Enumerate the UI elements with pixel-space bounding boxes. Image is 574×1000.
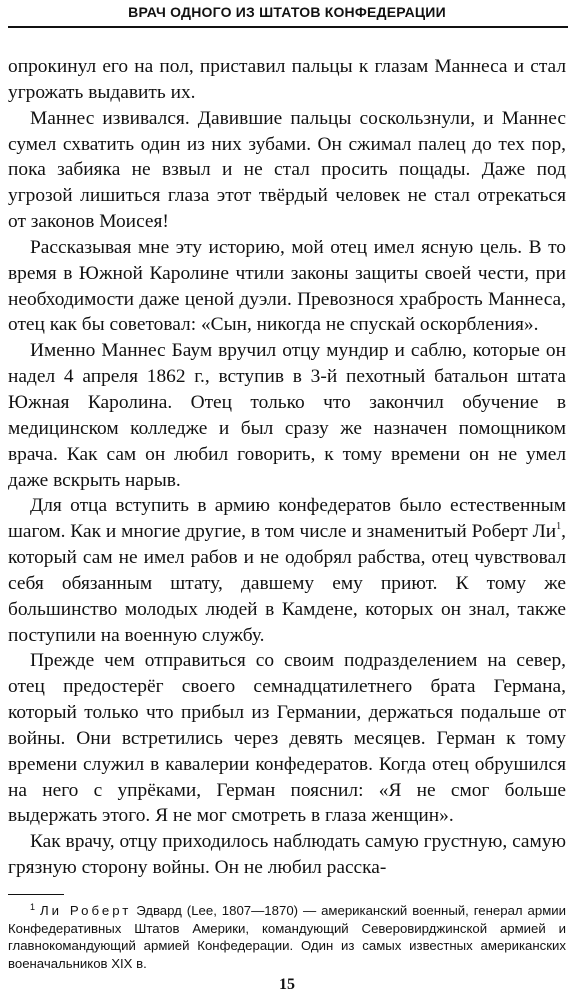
paragraph: Прежде чем отправиться со своим подразделением на север, отец предостерёг своего семнадцатилетнего брата Германа, который только что прибыл из Германии, держаться подальше от войны. Они встретились через девять месяцев. Герман к тому времени служил в кавалерии конфедератов. Когда отец обрушился на него с упрёками, Герман пояснил: «Я не смог больше выдержать этого. Я не мог смотреть в глаза женщин». bbox=[8, 650, 566, 827]
footnote bbox=[8, 899, 566, 972]
paragraph-continuation: опрокинул его на пол, приставил пальцы к глазам Маннеса и стал угрожать выдавить их. bbox=[8, 56, 566, 103]
paragraph-with-footnote-ref bbox=[8, 493, 566, 648]
footnote-rule bbox=[8, 894, 64, 895]
paragraph-text: , который сам не имел рабов и не одобрял рабства, отец чувствовал себя обязанным штату, давшему ему приют. К тому же большинство молодых людей в Камдене, которых он знал, также поступили на военную службу. bbox=[8, 521, 566, 646]
paragraph: Как врачу, отцу приходилось наблюдать самую грустную, самую грязную сторону войны. Он не любил расска- bbox=[8, 831, 566, 879]
paragraph: Маннес извивался. Давившие пальцы соскользнули, и Маннес сумел схватить один из них зубами. Он сжимал палец до тех пор, пока забияка не взвыл и не стал просить пощады. Даже под угрозой лишиться глаза этот твёрдый человек не стал отрекаться от законов Моисея! bbox=[8, 107, 566, 233]
body-text bbox=[8, 54, 566, 881]
paragraph-text: Для отца вступить в армию конфедератов было естественным шагом. Как и многие другие, в том числе и знаменитый Роберт Ли bbox=[8, 495, 566, 543]
running-title: ВРАЧ ОДНОГО ИЗ ШТАТОВ КОНФЕДЕРАЦИИ bbox=[128, 4, 446, 20]
paragraph: Именно Маннес Баум вручил отцу мундир и саблю, которые он надел 4 апреля 1862 г., вступив в 3-й пехотный батальон штата Южная Каролина. Отец только что закончил обучение в медицинском колледже и был сразу же назначен помощником врача. Как сам он любил говорить, к тому времени он не умел даже вскрыть нарыв. bbox=[8, 340, 566, 491]
paragraph: Рассказывая мне эту историю, мой отец имел ясную цель. В то время в Южной Каролине чтили законы защиты своей чести, при необходимости даже ценой дуэли. Превознося храбрость Маннеса, отец как бы советовал: «Сын, никогда не спускай оскорбления». bbox=[8, 236, 566, 336]
footnote-name: Ли Роберт bbox=[39, 903, 132, 918]
page-number: 15 bbox=[279, 976, 295, 993]
footnote-reference[interactable]: 1 bbox=[556, 521, 562, 533]
header-rule bbox=[8, 26, 568, 28]
footnote-text: Эдвард (Lee, 1807—1870) — американский военный, генерал армии Конфедеративных Штатов Америки, командующий Северовирджинской армией и главнокомандующий армией Конфедерации. Один из самых известных американских военачальников XIX в. bbox=[8, 903, 566, 971]
footnote-mark: 1 bbox=[30, 902, 36, 912]
